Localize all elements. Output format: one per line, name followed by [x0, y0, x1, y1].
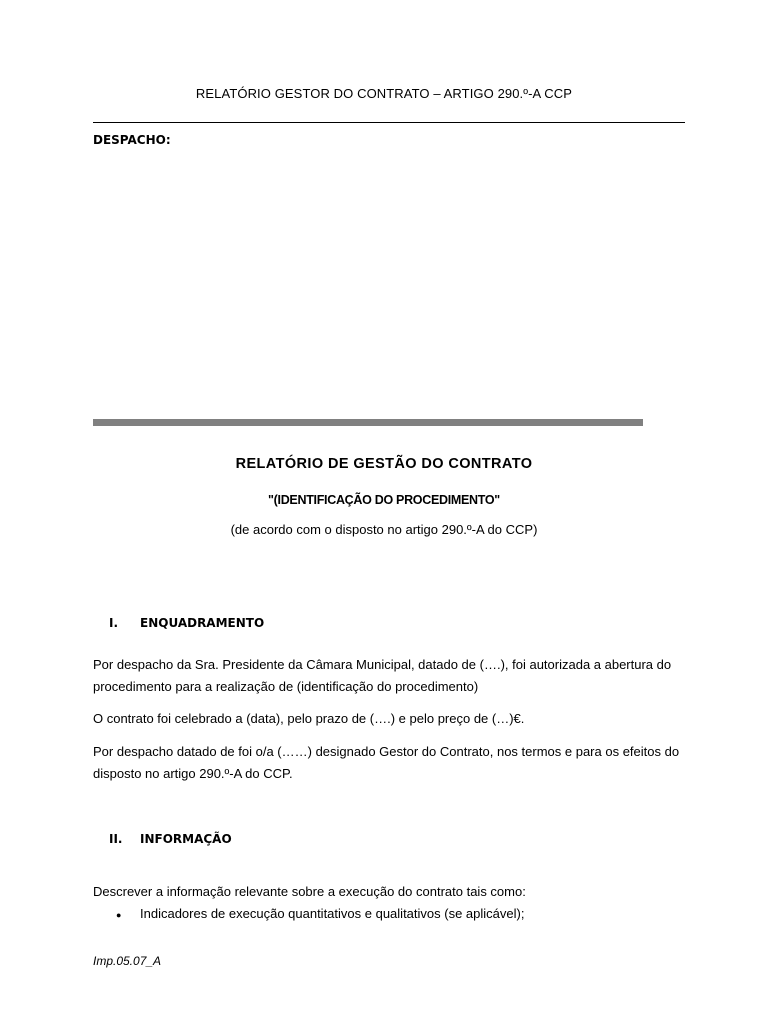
list-item: Indicadores de execução quantitativos e qualitativos (se aplicável); — [140, 906, 525, 921]
paragraph-line: Descrever a informação relevante sobre a execução do contrato tais como: — [93, 884, 526, 899]
paragraph-line: procedimento para a realização de (identificação do procedimento) — [93, 679, 479, 694]
section-number-1: I. — [109, 616, 119, 630]
report-title: RELATÓRIO DE GESTÃO DO CONTRATO — [235, 456, 533, 472]
section-number-2: II. — [109, 832, 123, 846]
footer-reference: Imp.05.07_A — [93, 954, 162, 968]
report-subtitle: "(IDENTIFICAÇÃO DO PROCEDIMENTO" — [268, 493, 500, 507]
document-header-title: RELATÓRIO GESTOR DO CONTRATO – ARTIGO 290.º-A CCP — [195, 86, 573, 101]
section-divider-bar — [93, 419, 643, 426]
report-note: (de acordo com o disposto no artigo 290.º-A do CCP) — [230, 522, 538, 537]
despacho-label: DESPACHO: — [93, 133, 171, 147]
paragraph-line: disposto no artigo 290.º-A do CCP. — [93, 766, 293, 781]
section-title-informacao: INFORMAÇÃO — [140, 832, 232, 846]
paragraph-line: Por despacho da Sra. Presidente da Câmara Municipal, datado de (….), foi autorizada a abertura do — [93, 657, 672, 672]
paragraph-line: O contrato foi celebrado a (data), pelo prazo de (….) e pelo preço de (…)€. — [93, 711, 525, 726]
header-divider — [93, 122, 685, 123]
section-title-enquadramento: ENQUADRAMENTO — [140, 616, 265, 630]
bullet-icon: ● — [116, 910, 122, 920]
paragraph-line: Por despacho datado de foi o/a (……) designado Gestor do Contrato, nos termos e para os efeitos do — [93, 744, 680, 759]
